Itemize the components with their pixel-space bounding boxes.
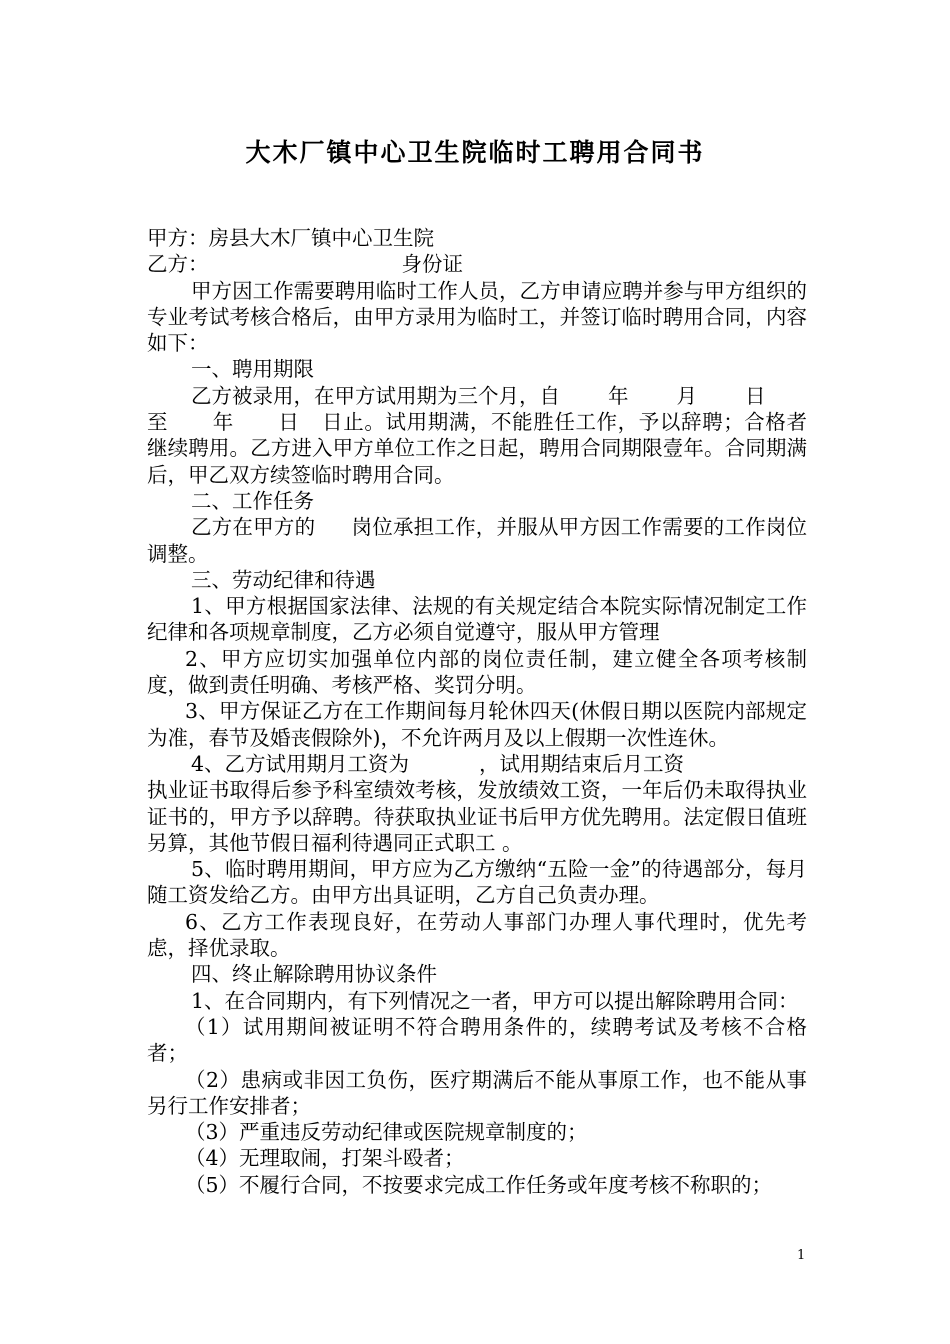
term-to: 至: [147, 410, 169, 435]
section-3-item-4: [147, 751, 807, 856]
section-4-clause-5: （5）不履行合同，不按要求完成工作任务或年度考核不称职的；: [185, 1172, 773, 1197]
task-text-end: 岗位承担工作，并服从甲方因工作需要的工作岗位调整。: [147, 515, 808, 566]
section-4-clause-3: （3）严重违反劳动纪律或医院规章制度的；: [185, 1120, 588, 1145]
party-b-label: 乙方：: [147, 252, 209, 277]
term-month-1: 月: [676, 383, 697, 408]
section-4-clause-1: （1）试用期间被证明不符合聘用条件的，续聘考试及考核不合格者；: [147, 1014, 807, 1066]
salary-text-start: 4、乙方试用期月工资为: [191, 751, 410, 776]
section-3-item-5: 5、临时聘用期间，甲方应为乙方缴纳“五险一金”的待遇部分，每月随工资发给乙方。由甲方出具证明，乙方自己负责办理。: [147, 857, 807, 908]
salary-text-mid: ，试用期结束后月工资: [479, 751, 685, 776]
section-2-paragraph: [147, 514, 807, 567]
term-text-end: 日止。试用期满，不能胜任工作，予以辞聘；合格者继续聘用。乙方进入甲方单位工作之日起，聘用合同期限壹年。合同期满后，甲乙双方续签临时聘用合同。: [147, 410, 808, 487]
term-day-2: 日: [277, 410, 300, 435]
section-3-item-1: 1、甲方根据国家法律、法规的有关规定结合本院实际情况制定工作纪律和各项规章制度，乙方必须自觉遵守，服从甲方管理: [147, 594, 807, 645]
term-text-start: 乙方被录用，在甲方试用期为三个月，自: [191, 383, 560, 408]
section-4-clause-2: （2）患病或非因工负伤，医疗期满后不能从事原工作，也不能从事另行工作安排者；: [147, 1067, 807, 1118]
section-4-heading: 四、终止解除聘用协议条件: [191, 962, 437, 987]
page-number: 1: [797, 1248, 806, 1263]
term-day-1: 日: [745, 383, 766, 408]
salary-text-end: 执业证书取得后参予科室绩效考核，发放绩效工资，一年后仍未取得执业证书的，甲方予以辞聘。待获取执业证书后甲方优先聘用。法定假日值班另算，其他节假日福利待遇同正式职工 。: [147, 778, 807, 855]
task-text-start: 乙方在甲方的: [191, 515, 316, 540]
section-4-item-1: 1、在合同期内，有下列情况之一者，甲方可以提出解除聘用合同：: [191, 988, 799, 1013]
document-title: 大木厂镇中心卫生院临时工聘用合同书: [245, 138, 705, 167]
document-body: [147, 225, 807, 1198]
section-3-item-3: 3、甲方保证乙方在工作期间每月轮休四天(休假日期以医院内部规定为准，春节及婚丧假除外)，不允许两月及以上假期一次性连休。: [147, 699, 807, 750]
party-b-id-label: 身份证: [401, 252, 463, 277]
party-a-line: 甲方：房县大木厂镇中心卫生院: [147, 226, 434, 250]
section-3-item-6: 6、乙方工作表现良好，在劳动人事部门办理人事代理时，优先考虑，择优录取。: [147, 909, 807, 961]
term-year-2: 年: [212, 410, 234, 435]
section-1-heading: 一、聘用期限: [191, 357, 314, 382]
section-1-paragraph: [147, 383, 807, 488]
party-b-line: [147, 251, 807, 277]
intro-paragraph: 甲方因工作需要聘用临时工作人员，乙方申请应聘并参与甲方组织的专业考试考核合格后，由甲方录用为临时工，并签订临时聘用合同，内容如下：: [147, 278, 807, 356]
section-4-clause-4: （4）无理取闹，打架斗殴者；: [185, 1146, 465, 1171]
term-year-1: 年: [608, 383, 629, 408]
section-3-heading: 三、劳动纪律和待遇: [191, 567, 376, 592]
section-3-item-2: 2、甲方应切实加强单位内部的岗位责任制，建立健全各项考核制度，做到责任明确、考核严格、奖罚分明。: [147, 646, 807, 698]
section-2-heading: 二、工作任务: [191, 488, 314, 513]
